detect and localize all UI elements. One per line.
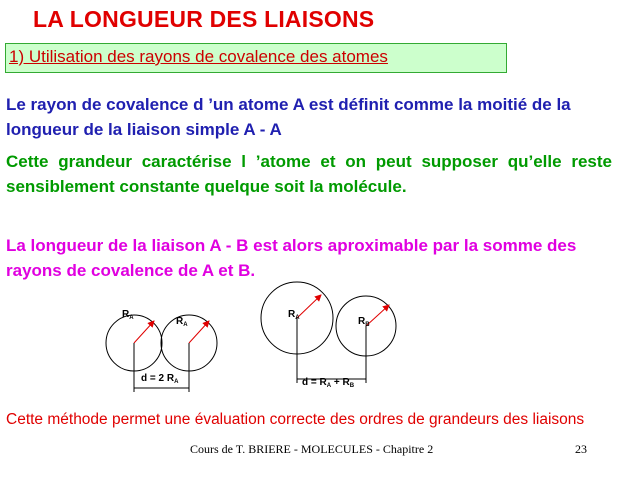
page-number: 23 bbox=[575, 442, 587, 456]
constant-paragraph: Cette grandeur caractérise l ’atome et on peut supposer qu’elle reste sensiblement constante quelque soit la molécule. bbox=[6, 152, 612, 196]
radius-arrow bbox=[297, 295, 321, 318]
distance-label: d = 2 $R_A$ bbox=[141, 373, 179, 385]
conclusion-paragraph: Cette méthode permet une évaluation correcte des ordres de grandeurs des liaisons bbox=[6, 411, 585, 428]
slide-title: LA LONGUEUR DES LIAISONS bbox=[33, 6, 375, 32]
distance-label: $d = R_A + R_B$ bbox=[302, 377, 355, 389]
footer-text: Cours de T. BRIERE - MOLECULES - Chapitre 2 bbox=[190, 442, 434, 456]
radius-arrow bbox=[134, 321, 154, 343]
radius-label: $R_A$ bbox=[176, 316, 188, 328]
radius-label: $R_A$ bbox=[288, 309, 300, 321]
section-subtitle: 1) Utilisation des rayons de covalence des atomes bbox=[9, 47, 388, 66]
radius-label: $R_A$ bbox=[122, 309, 134, 321]
definition-paragraph: Le rayon de covalence d ’un atome A est définit comme la moitié de la longueur de la liaison simple A - A bbox=[6, 95, 571, 139]
radius-label: $R_B$ bbox=[358, 316, 370, 328]
sum-paragraph: La longueur de la liaison A - B est alors aproximable par la somme des rayons de covalence de A et B. bbox=[6, 236, 577, 280]
radius-arrow bbox=[189, 321, 209, 343]
